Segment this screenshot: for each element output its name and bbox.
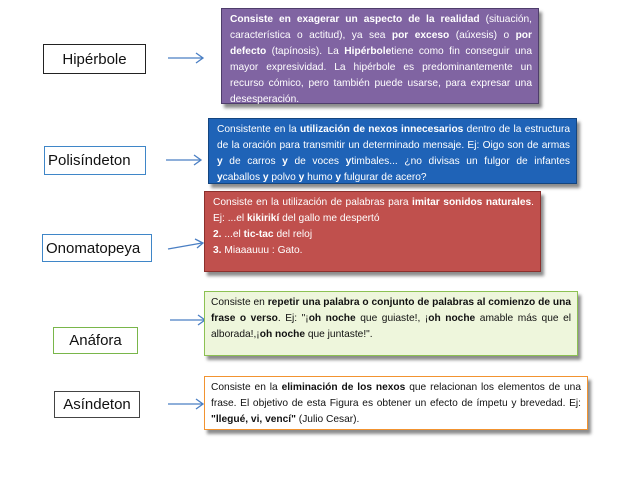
definition-asindeton: Consiste en la eliminación de los nexos que relacionan los elementos de una frase. El objetivo de esta Figura es obtener un efecto de ímpetu y brevedad. Ej: "llegué, vi, vencí" (Julio Cesar). bbox=[204, 376, 588, 430]
term-hiperbole: Hipérbole bbox=[43, 44, 146, 74]
definition-polisindeton: Consistente en la utilización de nexos innecesarios dentro de la estructura de la oración para transmitir un determinado mensaje. Ej: Oigo son de armas y de carros y de voces ytimbales... ¿no divisas un fulgor de infantes ycaballos y polvo y humo y fulgurar de acero? bbox=[208, 118, 577, 184]
onomatopeya-line-3: 3. Miaaauuu : Gato. bbox=[213, 245, 303, 256]
term-asindeton: Asíndeton bbox=[54, 391, 140, 418]
definition-anafora: Consiste en repetir una palabra o conjunto de palabras al comienzo de una frase o verso. Ej: "¡oh noche que guiaste!, ¡oh noche amable más que el alborada!,¡oh noche que juntaste!". bbox=[204, 291, 578, 356]
arrow-hiperbole bbox=[166, 50, 206, 66]
definition-onomatopeya bbox=[204, 191, 541, 272]
term-anafora: Anáfora bbox=[53, 327, 138, 354]
arrow-onomatopeya bbox=[166, 238, 206, 254]
onomatopeya-line-2: 2. ...el tic-tac del reloj bbox=[213, 229, 313, 240]
arrow-polisindeton bbox=[164, 152, 204, 168]
term-polisindeton: Polisíndeton bbox=[44, 146, 146, 175]
onomatopeya-line-1: Consiste en la utilización de palabras para imitar sonidos naturales. Ej: ...el kikirikí del gallo me despertó bbox=[213, 197, 534, 224]
definition-hiperbole: Consiste en exagerar un aspecto de la realidad (situación, característica o actitud), ya sea por exceso (aúxesis) o por defecto (tapínosis). La Hipérboletiene como fin conseguir una mayor expresividad. La hipérbole es predominantemente un recurso cómico, pero también puede usarse, para expresar una desesperación. bbox=[221, 8, 539, 104]
term-onomatopeya: Onomatopeya bbox=[42, 234, 152, 262]
arrow-asindeton bbox=[166, 396, 206, 412]
arrow-anafora bbox=[168, 312, 208, 328]
